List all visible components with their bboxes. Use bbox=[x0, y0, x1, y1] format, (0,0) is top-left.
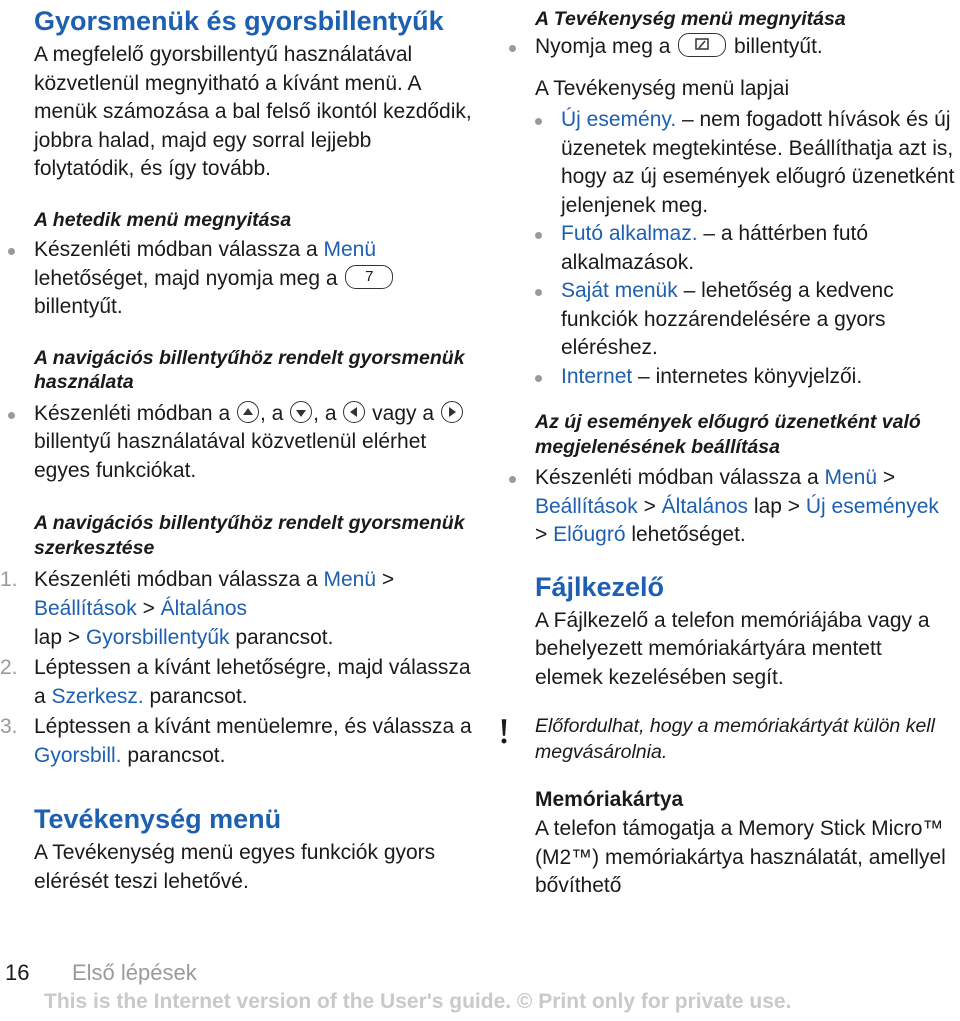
bullet-dot bbox=[509, 45, 516, 52]
link-shortcuts[interactable]: Gyorsbillentyűk bbox=[85, 626, 230, 649]
tab-item-running-apps: Futó alkalmaz. – a háttérben futó alkalmazások. bbox=[561, 220, 955, 277]
section-title-file-manager: Fájlkezelő bbox=[535, 571, 665, 602]
subtitle-open-activity: A Tevékenység menü megnyitása bbox=[535, 8, 846, 30]
key-7-icon: 7 bbox=[345, 265, 393, 289]
activity-key-icon bbox=[678, 33, 726, 57]
file-manager-intro: A Fájlkezelő a telefon memóriájába vagy a behelyezett memóriakártyára mentett elemek kezelésében segít. bbox=[535, 608, 930, 689]
link-settings[interactable]: Beállítások bbox=[535, 494, 638, 518]
tab-item-internet: Internet – internetes könyvjelzői. bbox=[561, 363, 955, 392]
bullet-seventh-menu: Készenléti módban válassza a Menü lehetőséget, majd nyomja meg a 7 billentyűt. bbox=[34, 236, 474, 322]
bullet-dot bbox=[509, 476, 516, 483]
link-running-apps[interactable]: Futó alkalmaz. bbox=[561, 222, 698, 245]
link-menu[interactable]: Menü bbox=[323, 568, 377, 591]
subtitle-nav-shortcuts-use: A navigációs billentyűhöz rendelt gyorsmenük használata bbox=[34, 346, 465, 393]
link-general[interactable]: Általános bbox=[661, 494, 749, 518]
link-new-events[interactable]: Új események bbox=[805, 494, 939, 518]
subtitle-popup-events: Az új események előugró üzenetként való megjelenésének beállítása bbox=[535, 411, 921, 458]
link-internet[interactable]: Internet bbox=[561, 364, 633, 388]
bullet-dot bbox=[8, 248, 15, 255]
bullet-nav-shortcuts: Készenléti módban a , a , a vagy a billentyű használatával közvetlenül elérhet egyes funkciókat. bbox=[34, 400, 474, 486]
link-shortcut-select[interactable]: Gyorsbill. bbox=[34, 744, 122, 767]
section-title-activity-menu: Tevékenység menü bbox=[34, 804, 282, 834]
chapter-name: Első lépések bbox=[72, 960, 197, 985]
step-3: 3. Léptessen a kívánt menüelemre, és válassza a Gyorsbill. parancsot. bbox=[0, 715, 472, 767]
step-1: 1. Készenléti módban válassza a Menü > Beállítások > Általános lap > Gyorsbillentyűk parancsot. bbox=[0, 568, 395, 649]
link-general[interactable]: Általános bbox=[160, 597, 248, 620]
activity-tabs-list bbox=[535, 106, 955, 391]
link-menu[interactable]: Menü bbox=[824, 466, 878, 489]
section-title-shortcuts: Gyorsmenük és gyorsbillentyűk bbox=[34, 6, 444, 36]
link-my-menus[interactable]: Saját menük bbox=[561, 279, 678, 302]
bullet-open-activity: Nyomja meg a billentyűt. bbox=[535, 33, 955, 62]
link-new-events[interactable]: Új esemény. bbox=[561, 108, 677, 131]
tab-item-my-menus: Saját menük – lehetőség a kedvenc funkciók hozzárendelésére a gyors eléréshez. bbox=[561, 277, 955, 363]
link-settings[interactable]: Beállítások bbox=[34, 597, 137, 620]
nav-down-icon bbox=[290, 401, 312, 423]
activity-menu-intro: A Tevékenység menü egyes funkciók gyors elérését teszi lehetővé. bbox=[34, 841, 436, 893]
shortcuts-intro: A megfelelő gyorsbillentyű használatával közvetlenül megnyitható a kívánt menü. A menük számozása a bal felső ikontól kezdődik, jobbra halad, majd egy sorral lejjebb folytatódik, és így tovább. bbox=[34, 43, 472, 180]
nav-up-icon bbox=[237, 401, 259, 423]
link-popup[interactable]: Előugró bbox=[553, 523, 626, 546]
right-column bbox=[535, 0, 955, 901]
note-text: Előfordulhat, hogy a memóriakártyát külön kell megvásárolnia. bbox=[535, 715, 935, 763]
subtitle-activity-tabs: A Tevékenység menü lapjai bbox=[535, 77, 790, 100]
subtitle-nav-shortcuts-edit: A navigációs billentyűhöz rendelt gyorsmenük szerkesztése bbox=[34, 512, 465, 559]
link-edit[interactable]: Szerkesz. bbox=[51, 685, 144, 708]
note-memory-card bbox=[535, 713, 955, 765]
subtitle-seventh-menu: A hetedik menü megnyitása bbox=[34, 208, 292, 231]
step-2: 2. Léptessen a kívánt lehetőségre, majd válassza a Szerkesz. parancsot. bbox=[0, 656, 471, 708]
memory-card-text: A telefon támogatja a Memory Stick Micro™ (M2™) memóriakártya használatát, amellyel bővíthető bbox=[535, 817, 946, 897]
nav-right-icon bbox=[441, 401, 463, 423]
nav-left-icon bbox=[343, 401, 365, 423]
link-menu[interactable]: Menü bbox=[323, 238, 377, 261]
page-number: 16 bbox=[5, 960, 30, 985]
bullet-dot bbox=[8, 412, 15, 419]
subtitle-memory-card: Memóriakártya bbox=[535, 788, 684, 811]
warning-icon bbox=[501, 715, 507, 749]
internet-version-notice: This is the Internet version of the User's guide. © Print only for private use. bbox=[44, 990, 792, 1013]
tab-item-new-events: Új esemény. – nem fogadott hívások és új üzenetek megtekintése. Beállíthatja azt is, hogy az új események előugró üzenetként jelenjenek meg. bbox=[561, 106, 955, 220]
bullet-popup-events: Készenléti módban válassza a Menü > Beállítások > Általános lap > Új események > Előugró lehetőséget. bbox=[535, 464, 955, 550]
left-column bbox=[0, 0, 474, 896]
